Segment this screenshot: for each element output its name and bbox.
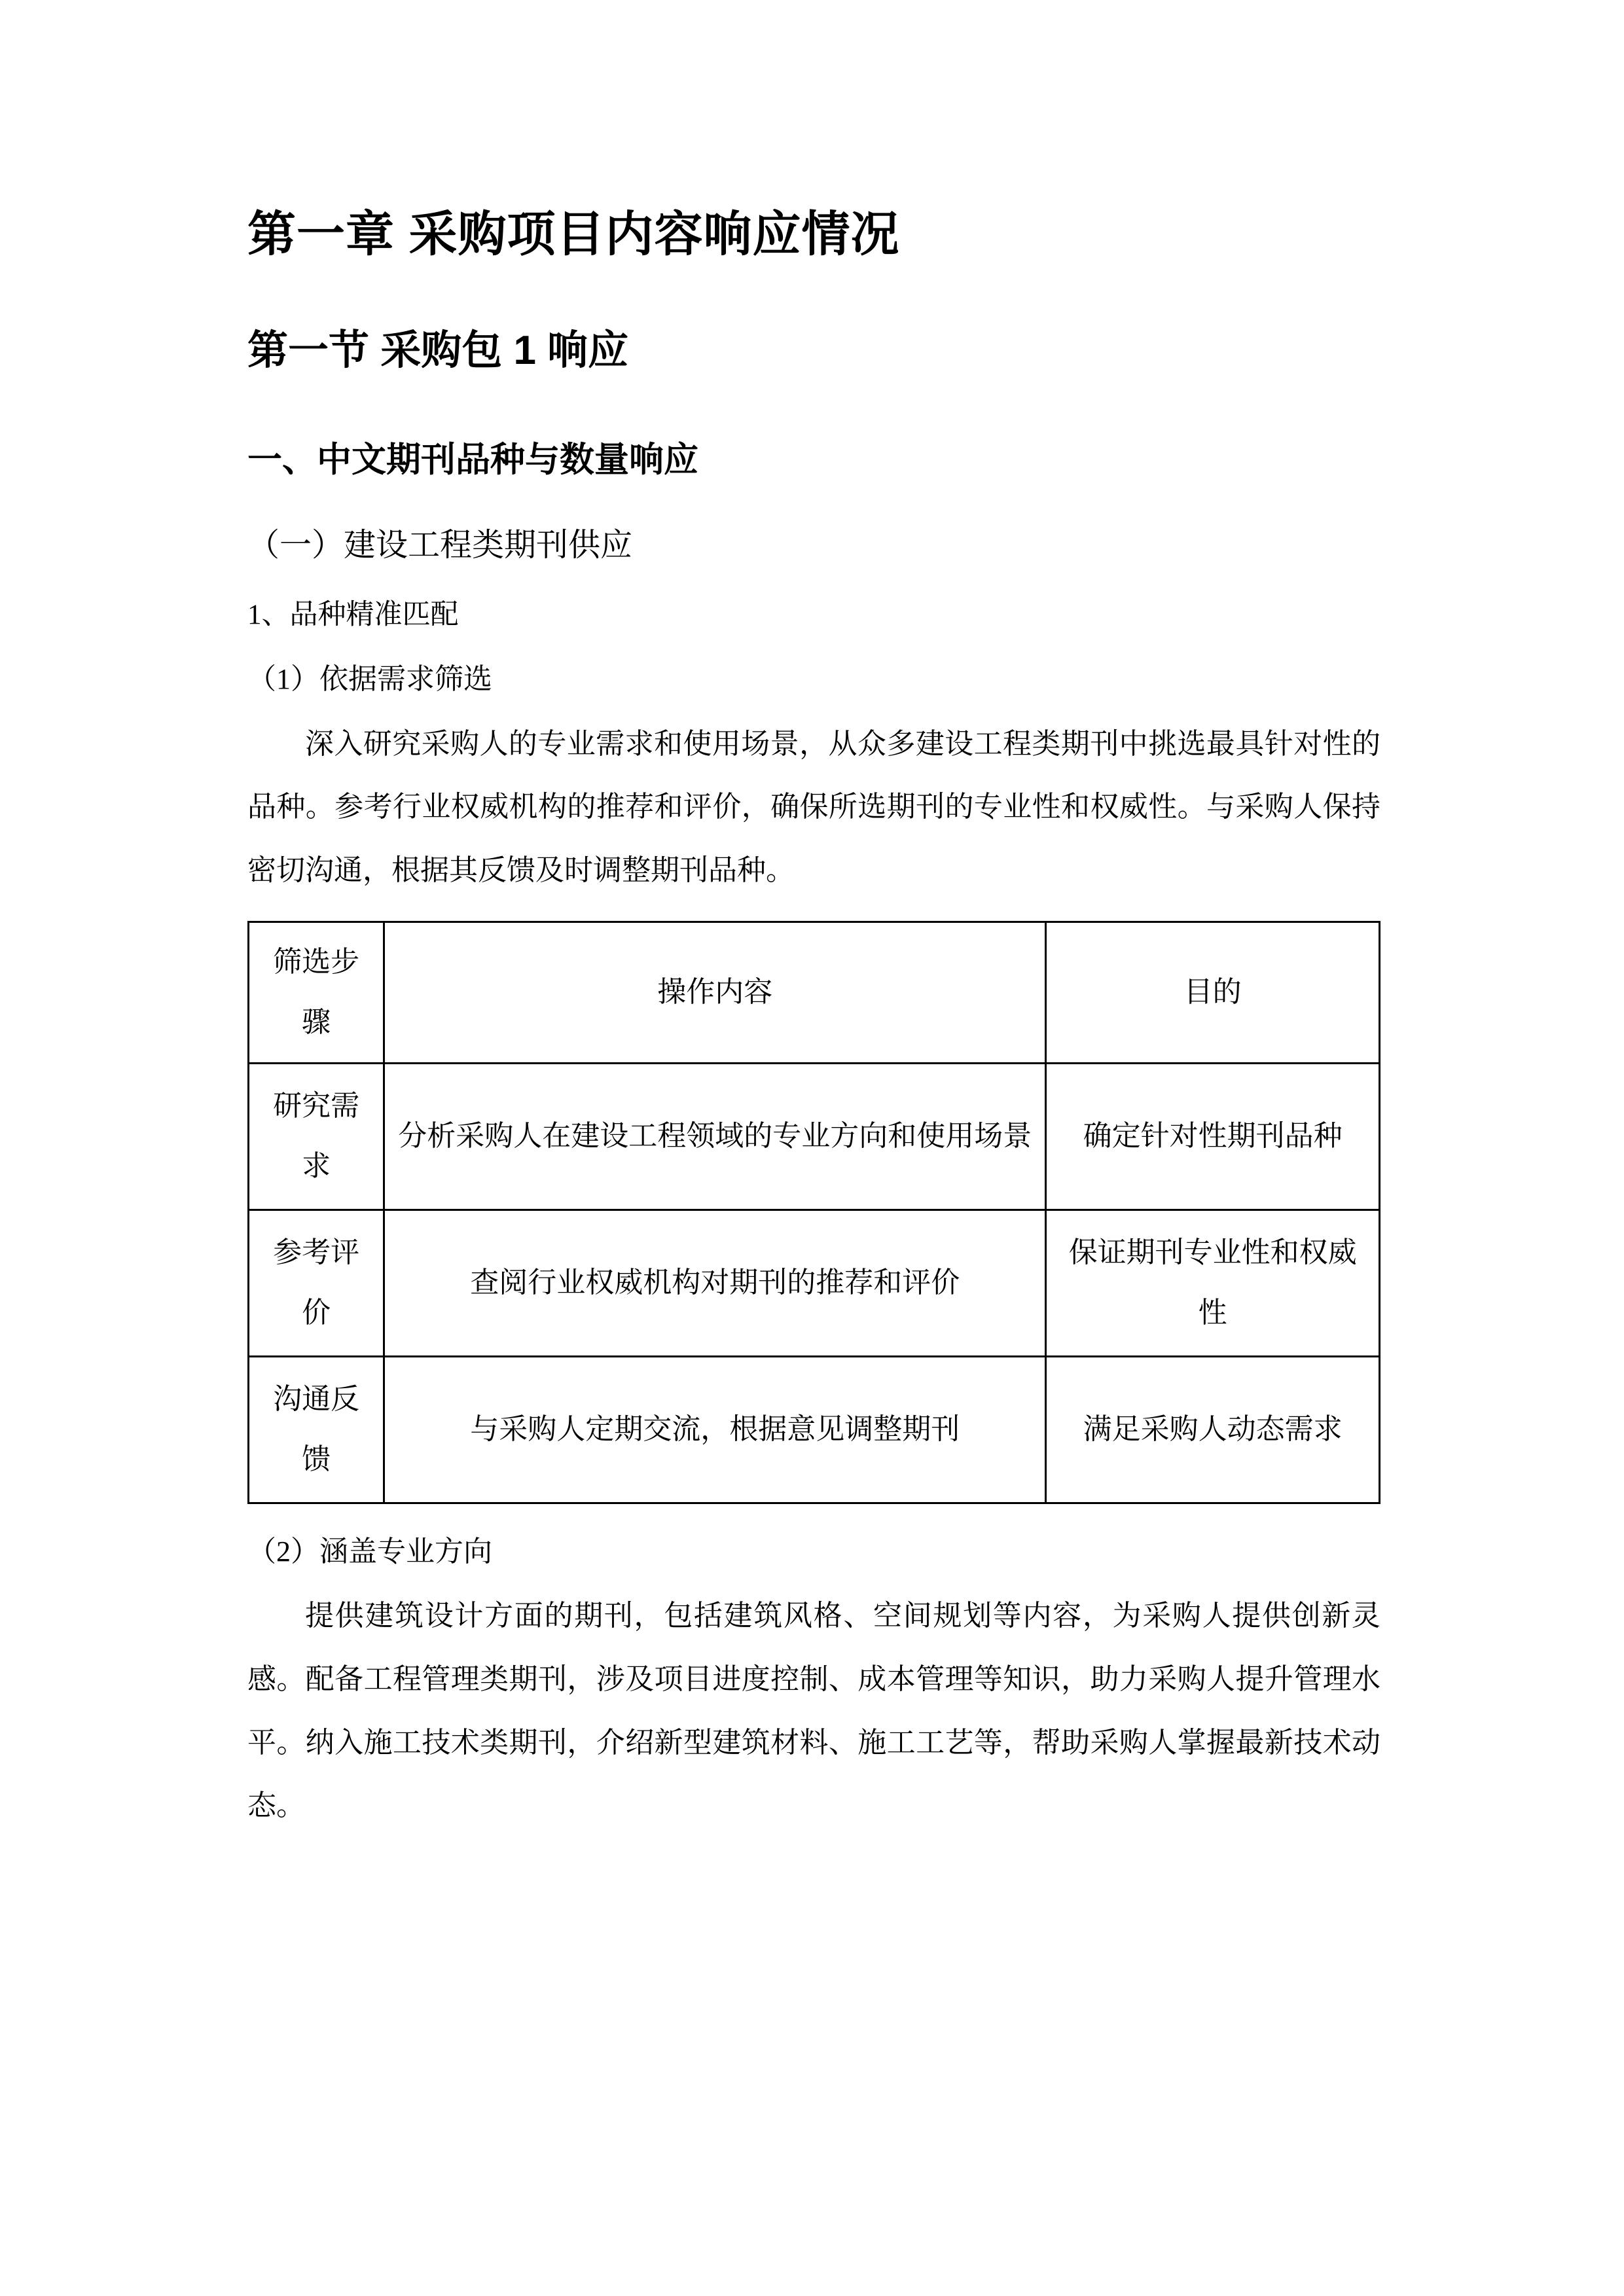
table-row (249, 1356, 1380, 1503)
table-cell-purpose: 确定针对性期刊品种 (1046, 1063, 1380, 1210)
table-cell-operation: 分析采购人在建设工程领域的专业方向和使用场景 (384, 1063, 1046, 1210)
paragraph-2: 提供建筑设计方面的期刊，包括建筑风格、空间规划等内容，为采购人提供创新灵感。配备工程管理类期刊，涉及项目进度控制、成本管理等知识，助力采购人提升管理水平。纳入施工技术类期刊，介绍新型建筑材料、施工工艺等，帮助采购人掌握最新技术动态。 (247, 1599, 1380, 1822)
table-row (249, 1210, 1380, 1356)
table-cell-operation: 与采购人定期交流，根据意见调整期刊 (384, 1356, 1046, 1503)
table-cell-purpose: 满足采购人动态需求 (1046, 1356, 1380, 1503)
item1-point2-heading: （2）涵盖专业方向 (247, 1535, 492, 1568)
screening-steps-table (247, 921, 1380, 1504)
subsection-heading: 一、中文期刊品种与数量响应 (247, 440, 698, 479)
table-header-operation: 操作内容 (384, 922, 1046, 1063)
table-cell-purpose: 保证期刊专业性和权威性 (1046, 1210, 1380, 1356)
item1-point1-heading: （1）依据需求筛选 (247, 663, 492, 696)
section-heading: 第一节 采购包 1 响应 (247, 327, 629, 373)
table-cell-operation: 查阅行业权威机构对期刊的推荐和评价 (384, 1210, 1046, 1356)
table-header-purpose: 目的 (1046, 922, 1380, 1063)
paragraph-1: 深入研究采购人的专业需求和使用场景，从众多建设工程类期刊中挑选最具针对性的品种。参考行业权威机构的推荐和评价，确保所选期刊的专业性和权威性。与采购人保持密切沟通，根据其反馈及时调整期刊品种。 (247, 727, 1380, 887)
subsection2-heading: （一）建设工程类期刊供应 (247, 527, 633, 564)
item1-heading: 1、品种精准匹配 (247, 599, 459, 630)
table-cell-step: 研究需求 (249, 1063, 384, 1210)
table-header-step: 筛选步骤 (249, 922, 384, 1063)
table-header-row (249, 922, 1380, 1063)
table-cell-step: 参考评价 (249, 1210, 384, 1356)
table-cell-step: 沟通反馈 (249, 1356, 384, 1503)
chapter-heading: 第一章 采购项目内容响应情况 (247, 207, 900, 261)
table-row (249, 1063, 1380, 1210)
